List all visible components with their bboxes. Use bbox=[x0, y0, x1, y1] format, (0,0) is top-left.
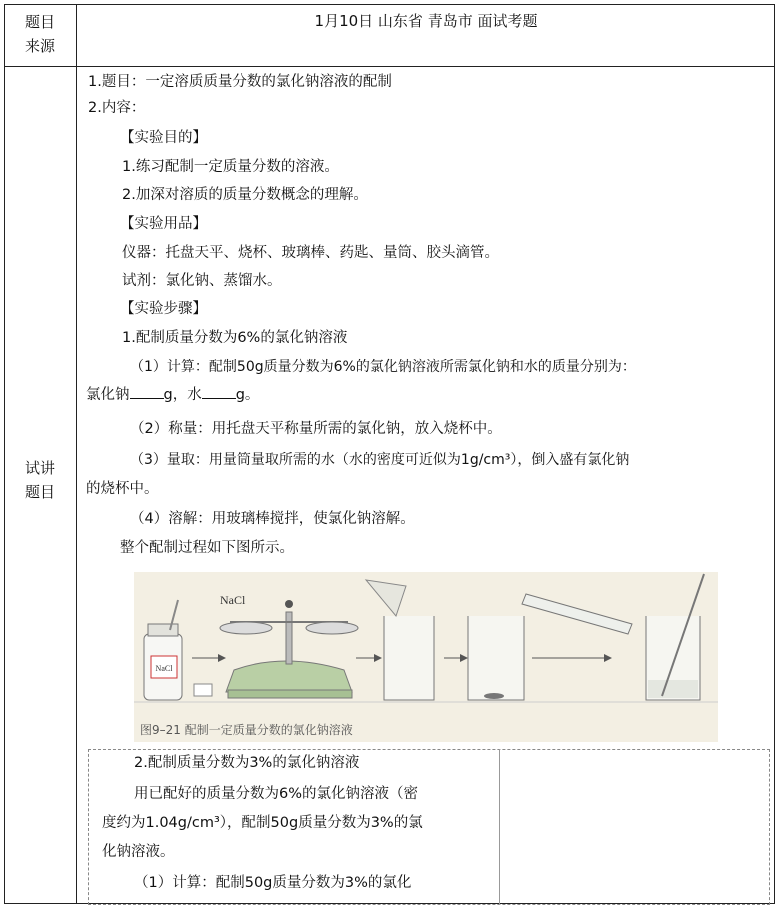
arrow-2 bbox=[356, 654, 382, 662]
content-line: 仪器：托盘天平、烧杯、玻璃棒、药匙、量筒、胶头滴管。 bbox=[122, 245, 499, 261]
topic-label bbox=[4, 456, 76, 504]
content-line: （3）量取：用量筒量取所需的水（水的密度可近似为1g/cm³），倒入盛有氯化钠 bbox=[130, 452, 630, 468]
inner-line: （1）计算：配制50g质量分数为3%的氯化 bbox=[134, 875, 412, 891]
content-line: 1.配制质量分数为6%的氯化钠溶液 bbox=[122, 330, 348, 346]
blank-part-2: g，水 bbox=[163, 387, 202, 403]
inner-line: 度约为1.04g/cm³），配制50g质量分数为3%的氯 bbox=[102, 815, 423, 831]
balance bbox=[220, 593, 358, 698]
figure-drawing bbox=[134, 572, 718, 742]
content-line: （1）计算：配制50g质量分数为6%的氯化钠溶液所需氯化钠和水的质量分别为： bbox=[130, 359, 636, 375]
arrow-3 bbox=[444, 654, 468, 662]
inner-line: 化钠溶液。 bbox=[102, 844, 175, 860]
source-label-line1: 题目 bbox=[24, 13, 55, 31]
column-divider bbox=[76, 4, 77, 904]
beaker-2 bbox=[468, 616, 524, 700]
arrow-1 bbox=[192, 654, 226, 662]
content-line: 整个配制过程如下图所示。 bbox=[120, 540, 294, 556]
blank-part-3: g。 bbox=[235, 387, 260, 403]
content-line: 1.练习配制一定质量分数的溶液。 bbox=[122, 159, 339, 175]
inner-line: 2.配制质量分数为3%的氯化钠溶液 bbox=[134, 755, 360, 771]
beaker-3 bbox=[646, 574, 704, 700]
source-value: 1月10日 山东省 青岛市 面试考题 bbox=[314, 12, 538, 30]
source-label-line2: 来源 bbox=[24, 37, 55, 55]
row-divider bbox=[4, 66, 775, 67]
content-line: 【实验步骤】 bbox=[120, 301, 207, 317]
nacl-label: NaCl bbox=[220, 593, 246, 607]
topic-label-line2: 题目 bbox=[24, 483, 55, 501]
content-line: 1.题目：一定溶质质量分数的氯化钠溶液的配制 bbox=[88, 74, 392, 90]
content-line: 的烧杯中。 bbox=[86, 481, 159, 497]
content-line: 试剂：氯化钠、蒸馏水。 bbox=[122, 273, 282, 289]
graduated-cylinder bbox=[522, 594, 632, 634]
arrow-4 bbox=[532, 654, 612, 662]
answer-blank bbox=[202, 386, 236, 399]
content-line: 【实验用品】 bbox=[120, 216, 207, 232]
blank-part-1: 氯化钠 bbox=[86, 387, 130, 403]
content-line: （4）溶解：用玻璃棒搅拌，使氯化钠溶解。 bbox=[130, 511, 415, 527]
reagent-jar bbox=[144, 600, 182, 700]
answer-blank bbox=[130, 386, 164, 399]
content-line: 2.内容： bbox=[88, 100, 146, 116]
content-line: （2）称量：用托盘天平称量所需的氯化钠，放入烧杯中。 bbox=[130, 421, 502, 437]
inner-column-divider bbox=[499, 749, 500, 905]
experiment-figure bbox=[134, 572, 718, 742]
content-line: 2.加深对溶质的质量分数概念的理解。 bbox=[122, 187, 368, 203]
beaker-1 bbox=[366, 580, 434, 700]
blank-line bbox=[86, 384, 259, 406]
source-label bbox=[4, 10, 76, 58]
figure-caption: 图9–21 配制一定质量分数的氯化钠溶液 bbox=[140, 723, 353, 737]
weight-box bbox=[194, 684, 212, 696]
topic-label-line1: 试讲 bbox=[24, 459, 55, 477]
jar-label: NaCl bbox=[155, 664, 173, 673]
inner-line: 用已配好的质量分数为6%的氯化钠溶液（密 bbox=[134, 786, 419, 802]
content-line: 【实验目的】 bbox=[120, 130, 207, 146]
